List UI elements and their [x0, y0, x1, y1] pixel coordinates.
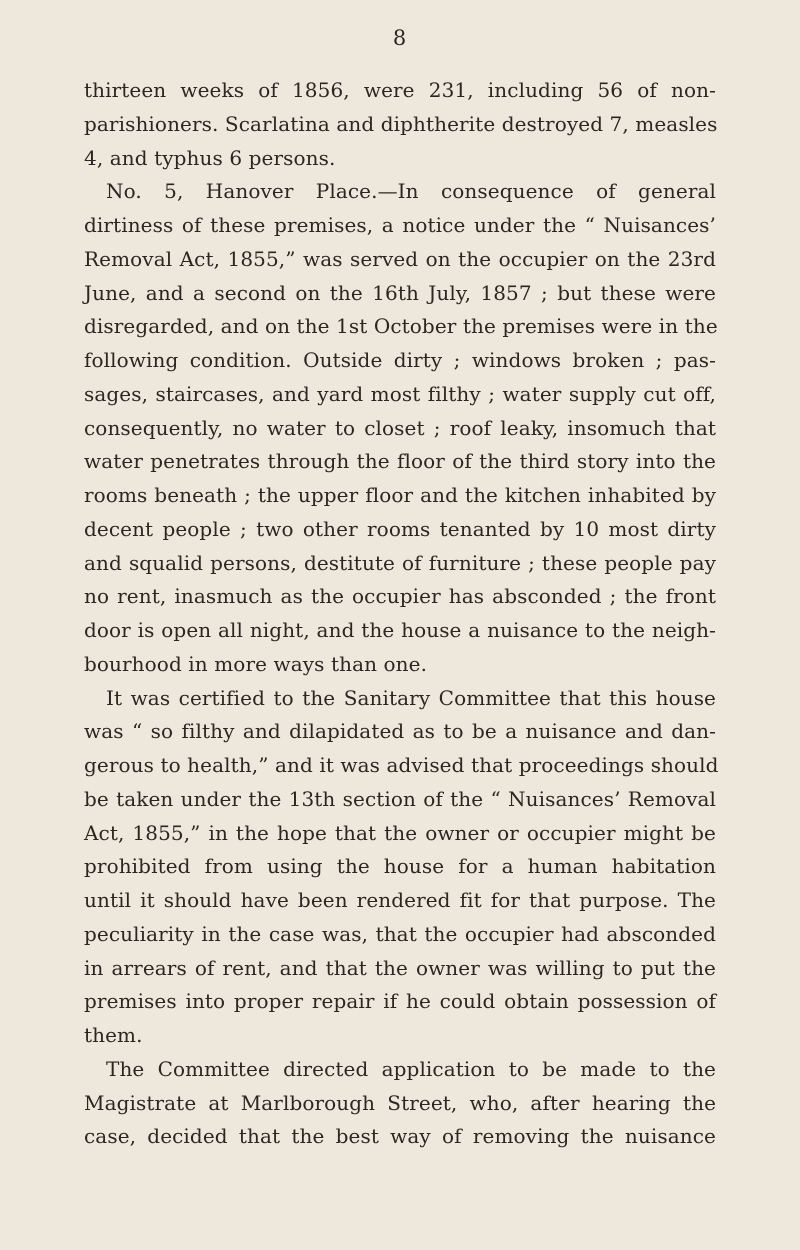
text-line: The Committee directed application to be made to the: [106, 1056, 716, 1081]
text-line: door is open all night, and the house a nuisance to the neigh-: [84, 618, 716, 642]
text-line: parishioners. Scarlatina and diphtherite destroyed 7, measles: [84, 111, 718, 136]
text-line: and squalid persons, destitute of furniture ; these people pay: [84, 550, 716, 575]
text-line: 4, and typhus 6 persons.: [84, 145, 336, 170]
text-line: thirteen weeks of 1856, were 231, including 56 of non-: [84, 78, 716, 102]
text-line: them.: [84, 1023, 143, 1047]
text-line: dirtiness of these premises, a notice under the “ Nuisances’: [84, 213, 716, 237]
text-line: gerous to health,” and it was advised that proceedings should: [84, 753, 719, 777]
text-line: case, decided that the best way of removing the nuisance: [84, 1124, 716, 1149]
text-line: bourhood in more ways than one.: [84, 651, 428, 676]
text-line: no rent, inasmuch as the occupier has absconded ; the front: [84, 584, 716, 609]
text-line: Removal Act, 1855,” was served on the occupier on the 23rd: [84, 246, 716, 271]
text-line: until it should have been rendered fit for that purpose. The: [84, 888, 716, 912]
text-line: It was certified to the Sanitary Committee that this house: [106, 685, 716, 710]
text-line: in arrears of rent, and that the owner was willing to put the: [84, 955, 716, 980]
text-line: Magistrate at Marlborough Street, who, after hearing the: [84, 1090, 716, 1115]
text-line: rooms beneath ; the upper floor and the kitchen inhabited by: [84, 483, 716, 507]
text-line: water penetrates through the floor of the third story into the: [84, 449, 716, 474]
body-text: [84, 74, 719, 1154]
text-line: following condition. Outside dirty ; windows broken ; pas-: [84, 348, 716, 372]
page-number: 8: [392, 26, 408, 50]
text-line: No. 5, Hanover Place.—In consequence of general: [106, 179, 716, 204]
text-line: consequently, no water to closet ; roof leaky, insomuch that: [84, 415, 716, 440]
text-line: Act, 1855,” in the hope that the owner or occupier might be: [84, 820, 716, 845]
text-line: premises into proper repair if he could obtain possession of: [84, 989, 716, 1014]
text-line: prohibited from using the house for a human habitation: [84, 854, 716, 879]
text-line: disregarded, and on the 1st October the premises were in the: [84, 314, 718, 339]
text-line: sages, staircases, and yard most filthy ; water supply cut off,: [84, 381, 716, 406]
text-line: be taken under the 13th section of the “ Nuisances’ Removal: [84, 786, 716, 811]
text-line: peculiarity in the case was, that the occupier had absconded: [84, 921, 716, 946]
text-line: decent people ; two other rooms tenanted by 10 most dirty: [84, 516, 716, 541]
text-line: was “ so filthy and dilapidated as to be a nuisance and dan-: [84, 719, 716, 744]
text-line: June, and a second on the 16th July, 1857 ; but these were: [84, 280, 716, 305]
